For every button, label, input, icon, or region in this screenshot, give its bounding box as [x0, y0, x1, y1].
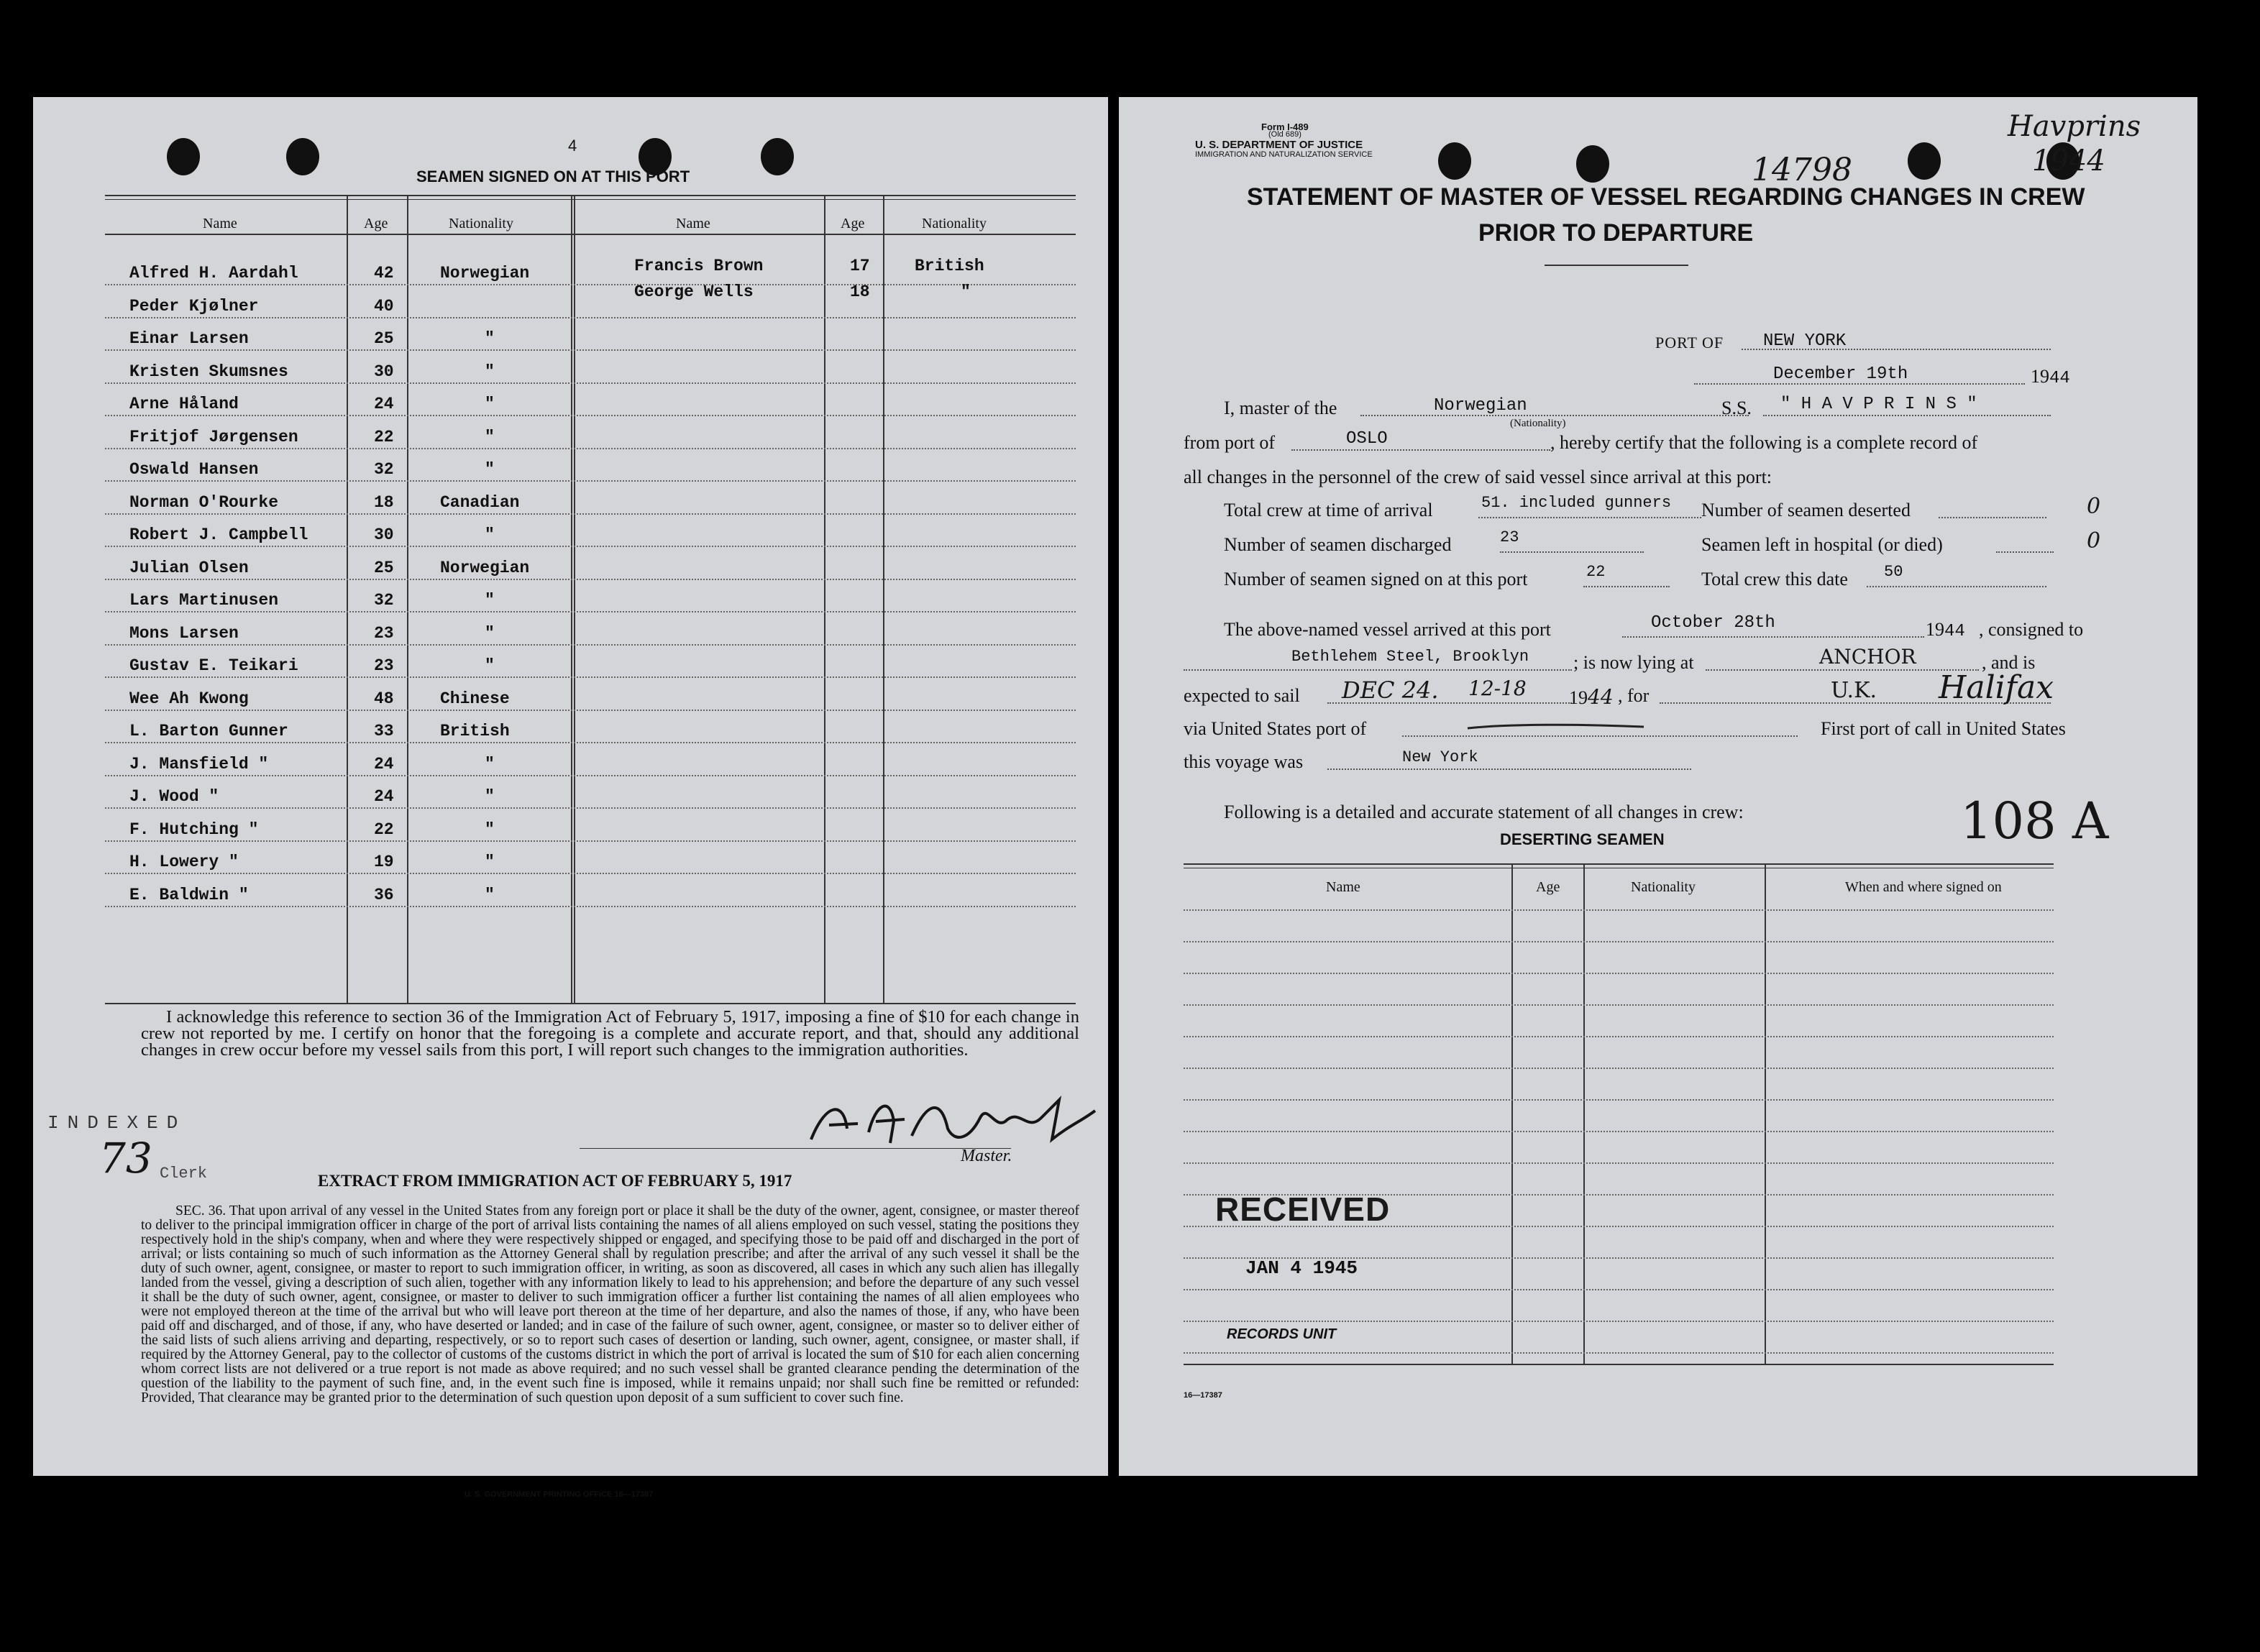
handwritten-date: 1944	[2032, 144, 2105, 178]
clerk-initials: 73	[99, 1134, 152, 1183]
crew-age: 17	[850, 257, 870, 275]
table-row-rule	[105, 775, 1076, 776]
crew-name: Alfred H. Aardahl	[129, 264, 298, 283]
deserting-col-age: Age	[1536, 879, 1560, 895]
signed-on-value: 22	[1586, 563, 1606, 581]
crew-nationality: "	[485, 754, 495, 774]
title-line-1: STATEMENT OF MASTER OF VESSEL REGARDING CHANGES IN CREW	[1247, 183, 2085, 211]
table-row-rule	[105, 448, 1076, 449]
crew-age: 33	[374, 722, 394, 740]
crew-age: 24	[374, 754, 394, 774]
crew-name: E. Baldwin "	[129, 885, 249, 904]
col-header-age: Age	[364, 216, 388, 231]
crew-name: J. Wood "	[129, 787, 219, 806]
extract-text: SEC. 36. That upon arrival of any vessel in the United States from any foreign port or place it shall be the duty of the owner, agent, consignee, or master thereof to deliver to the principal immigration officer in charge of the port of arrival lists containing the names of all aliens employed on such vessel, stating the positions they respectively hold in the ship's company, when and where they were respectively shipped or engaged, and specifying those to be paid off and discharged in the port of arrival; or lists containing so much of such information as the Attorney General shall by regulation prescribe; and after the arrival of any such vessel it shall be the duty of such owner, agent, consignee, or master to report to such immigration officer, in writing, as soon as discovered, all cases in which any such alien has illegally landed from the vessel, giving a description of such alien, together with any information likely to lead to his apprehension; and before the departure of any such vessel it shall be the duty of such owner, agent, consignee, or master to deliver to such immigration officer a further list containing the names of all alien employees who were not employed thereon at the time of the arrival but who will leave port thereon at the time of her departure, and also the names of those, if any, who have been paid off and discharged, and of those, if any, who have deserted or landed; and in case of the failure of such owner, agent, consignee, or master so to deliver either of the said lists of such aliens arriving and departing, respectively, or so to report such cases of desertion or landing, such owner, agent, consignee, or master shall, if required by the Attorney General, pay to the collector of customs of the customs district in which the port of arrival is located the sum of $10 for each alien concerning whom correct lists are not delivered or a true report is not made as above required; and no such vessel shall be granted clearance pending the determination of the question of the liability to the payment of such fine, and, in the event such fine is imposed, while it remains unpaid; nor shall such fine be remitted or refunded: Provided, That clearance may be granted prior to the determination of such question upon deposit of a sum sufficient to cover such fine.	[141, 1203, 1079, 1405]
lying-label: ; is now lying at	[1573, 652, 1694, 673]
crew-name: Wee Ah Kwong	[129, 689, 249, 708]
from-port-label: from port of	[1184, 432, 1276, 453]
date-year: 1944	[2031, 366, 2070, 388]
table-row-rule	[105, 480, 1076, 482]
ss-value: " H A V P R I N S "	[1780, 395, 1977, 414]
via-label: via United States port of	[1184, 718, 1367, 739]
port-of-label: PORT OF	[1655, 334, 1724, 352]
received-stamp: RECEIVED	[1215, 1190, 1391, 1228]
file-number: 14798	[1752, 152, 1852, 188]
table-row-rule	[105, 579, 1076, 580]
total-crew-arrival-label: Total crew at time of arrival	[1224, 500, 1433, 520]
crew-name: Einar Larsen	[129, 329, 249, 348]
total-crew-date-label: Total crew this date	[1701, 569, 1848, 589]
first-call-label: First port of call in United States	[1821, 718, 2066, 739]
deserting-table-bottom	[1184, 1364, 2054, 1365]
crew-age: 36	[374, 885, 394, 904]
crew-name: Robert J. Campbell	[129, 526, 308, 544]
table-row-rule	[105, 415, 1076, 416]
deserting-row-rule	[1184, 941, 2054, 942]
ss-label: S.S.	[1721, 398, 1752, 418]
and-is-label: , and is	[1982, 652, 2036, 673]
crew-name: L. Barton Gunner	[129, 722, 288, 740]
deserting-row-rule	[1184, 1099, 2054, 1101]
crew-nationality: "	[485, 427, 495, 446]
lying-value: ANCHOR	[1819, 645, 1916, 669]
certify-text: , hereby certify that the following is a complete record of	[1550, 432, 1978, 453]
deserting-col-nationality: Nationality	[1631, 879, 1696, 895]
crew-nationality: Chinese	[440, 689, 510, 708]
total-crew-arrival-value: 51. included gunners	[1481, 494, 1672, 512]
arrived-year: 1944	[1926, 619, 1965, 641]
table-bottom-rule	[105, 1003, 1076, 1004]
crew-nationality: "	[485, 787, 495, 806]
crew-age: 18	[374, 492, 394, 512]
all-changes-text: all changes in the personnel of the crew of said vessel since arrival at this port:	[1184, 467, 1772, 487]
crew-name: Gustav E. Teikari	[129, 656, 298, 675]
deserting-row-rule	[1184, 1036, 2054, 1037]
deserting-col-signed-on: When and where signed on	[1845, 879, 2002, 895]
deserting-row-rule	[1184, 1289, 2054, 1290]
col-header-nationality: Nationality	[922, 216, 987, 231]
crew-age: 40	[374, 296, 394, 316]
port-of-value: NEW YORK	[1763, 331, 1847, 351]
discharged-label: Number of seamen discharged	[1224, 534, 1452, 555]
crew-name: Norman O'Rourke	[129, 492, 279, 512]
deserted-value: 0	[2087, 494, 2101, 519]
nationality-value: Norwegian	[1434, 396, 1527, 416]
handwritten-corner: Havprins	[2008, 110, 2141, 143]
table-row-rule	[105, 513, 1076, 515]
crew-age: 25	[374, 558, 394, 577]
crew-name: J. Mansfield "	[129, 754, 269, 774]
title-underline	[1545, 265, 1688, 266]
crew-age: 23	[374, 656, 394, 675]
master-label: Master.	[961, 1147, 1012, 1165]
crew-age: 48	[374, 689, 394, 708]
table-top-rule	[105, 199, 1076, 200]
ss-line	[1763, 415, 2051, 416]
punch-hole	[1438, 142, 1471, 180]
master-signature	[804, 1089, 1106, 1164]
left-page	[33, 97, 1108, 1499]
deserting-title: DESERTING SEAMEN	[1500, 830, 1665, 848]
expected-extra: 12-18	[1468, 676, 1527, 700]
signed-on-label: Number of seamen signed on at this port	[1224, 569, 1528, 589]
master-of-the-label: I, master of the	[1224, 398, 1337, 418]
deserting-row-rule	[1184, 973, 2054, 974]
crew-age: 24	[374, 787, 394, 806]
crew-nationality: "	[961, 283, 971, 301]
acknowledgement-text: I acknowledge this reference to section 36 of the Immigration Act of February 5, 1917, imposing a fine of $10 for each change in crew not reported by me. I certify on honor that the foregoing is a complete and accurate report, and that, should any additional changes in crew occur before my vessel sails from this port, I will report such changes to the immigration authorities.	[141, 1007, 1079, 1060]
punch-hole	[1576, 145, 1609, 183]
crew-age: 30	[374, 362, 394, 381]
crew-age: 22	[374, 427, 394, 446]
expected-value: DEC 24.	[1342, 676, 1439, 704]
records-unit: RECORDS UNIT	[1227, 1326, 1337, 1342]
indexed-stamp: INDEXED	[47, 1112, 187, 1134]
table-row-rule	[105, 349, 1076, 351]
crew-nationality: "	[485, 853, 495, 871]
nationality-line	[1360, 415, 1749, 416]
crew-age: 22	[374, 820, 394, 839]
deserted-label: Number of seamen deserted	[1701, 500, 1911, 520]
crew-nationality: "	[485, 362, 495, 381]
crew-nationality: "	[485, 820, 495, 839]
deserting-row-rule	[1184, 909, 2054, 911]
crew-nationality: Norwegian	[440, 558, 530, 577]
deserting-row-rule	[1184, 1131, 2054, 1132]
crew-age: 24	[374, 395, 394, 413]
printer-footer: U. S. GOVERNMENT PRINTING OFFICE 16—17387	[465, 1490, 654, 1499]
table-row-rule	[105, 611, 1076, 612]
table-row-rule	[105, 840, 1076, 842]
crew-nationality: British	[915, 257, 984, 275]
punch-hole	[1908, 142, 1941, 180]
crew-age: 25	[374, 329, 394, 348]
crew-name: Kristen Skumsnes	[129, 362, 288, 381]
deserting-col-name: Name	[1326, 879, 1360, 895]
deserting-row-rule	[1184, 1352, 2054, 1354]
crew-nationality: "	[485, 395, 495, 413]
title-line-2: PRIOR TO DEPARTURE	[1478, 219, 1754, 247]
deserting-row-rule	[1184, 1162, 2054, 1164]
footer-code: 16—17387	[1184, 1391, 1222, 1400]
col-header-name: Name	[203, 216, 237, 231]
table-top-rule	[105, 195, 1076, 196]
table-row-rule	[105, 873, 1076, 874]
table-row-rule	[105, 710, 1076, 711]
dash-mark	[1464, 720, 1651, 734]
crew-nationality: "	[485, 885, 495, 904]
punch-hole	[167, 138, 200, 175]
consignee-line	[1184, 669, 1572, 671]
punch-hole	[286, 138, 319, 175]
form-number: Form I-489	[1261, 121, 1309, 132]
crew-age: 32	[374, 460, 394, 479]
crew-age: 42	[374, 264, 394, 283]
extract-title: EXTRACT FROM IMMIGRATION ACT OF FEBRUARY 5, 1917	[318, 1172, 792, 1190]
table-header-rule	[105, 234, 1076, 235]
crew-nationality: Norwegian	[440, 264, 530, 283]
total-crew-date-value: 50	[1884, 563, 1903, 581]
for-label: , for	[1618, 685, 1650, 706]
total-crew-arrival-line	[1478, 517, 1701, 518]
col-header-age: Age	[841, 216, 865, 231]
table-row-rule	[105, 284, 1076, 285]
deserting-row-rule	[1184, 1068, 2054, 1069]
col-header-nationality: Nationality	[449, 216, 513, 231]
signature-image	[804, 1089, 1106, 1154]
punch-hole	[761, 138, 794, 175]
department: U. S. DEPARTMENT OF JUSTICE	[1195, 139, 1363, 151]
form-old-number: (Old 689)	[1268, 130, 1301, 139]
via-dash	[1464, 720, 1651, 738]
crew-nationality: "	[485, 656, 495, 675]
consignee-value: Bethlehem Steel, Brooklyn	[1291, 648, 1529, 666]
for-value: U.K.	[1831, 678, 1877, 703]
crew-name: Arne Håland	[129, 395, 239, 413]
service: IMMIGRATION AND NATURALIZATION SERVICE	[1195, 150, 1373, 159]
crew-age: 19	[374, 853, 394, 871]
crew-name: F. Hutching "	[129, 820, 259, 839]
crew-nationality: "	[485, 526, 495, 544]
consigned-label: , consigned to	[1979, 619, 2084, 640]
arrived-line	[1622, 636, 1924, 638]
hospital-label: Seamen left in hospital (or died)	[1701, 534, 1943, 555]
crew-nationality: British	[440, 722, 510, 740]
crew-name: Peder Kjølner	[129, 296, 259, 316]
crew-name: Fritjof Jørgensen	[129, 427, 298, 446]
discharged-line	[1500, 551, 1644, 553]
for-handwritten: Halifax	[1939, 669, 2054, 706]
right-page	[1119, 97, 2197, 1476]
crew-nationality: "	[485, 591, 495, 610]
deserting-row-rule	[1184, 1321, 2054, 1322]
arrived-value: October 28th	[1651, 613, 1775, 633]
crew-name: Mons Larsen	[129, 623, 239, 643]
received-date: JAN 4 1945	[1245, 1257, 1358, 1279]
crew-nationality: "	[485, 623, 495, 643]
crew-nationality: "	[485, 329, 495, 348]
discharged-value: 23	[1500, 528, 1519, 546]
hospital-line	[1996, 551, 2054, 553]
crew-age: 32	[374, 591, 394, 610]
table-row-rule	[105, 807, 1076, 809]
table-row-rule	[105, 317, 1076, 318]
crew-name: Julian Olsen	[129, 558, 249, 577]
page-number: 4	[568, 137, 577, 155]
this-voyage-value: New York	[1402, 748, 1478, 766]
deserted-line	[1939, 517, 2046, 518]
date-value: December 19th	[1773, 364, 1908, 384]
following-text: Following is a detailed and accurate statement of all changes in crew:	[1224, 802, 1744, 822]
nationality-caption: (Nationality)	[1510, 418, 1566, 429]
hospital-value: 0	[2087, 528, 2101, 554]
clerk-label: Clerk	[160, 1165, 208, 1183]
expected-year: 1944	[1569, 685, 1614, 709]
expected-label: expected to sail	[1184, 685, 1300, 706]
arrived-label: The above-named vessel arrived at this port	[1224, 619, 1551, 640]
table-row-rule	[105, 382, 1076, 384]
crew-age: 23	[374, 623, 394, 643]
signed-on-line	[1583, 586, 1670, 587]
table-row-rule	[105, 906, 1076, 907]
col-header-name: Name	[676, 216, 710, 231]
table-row-rule	[105, 742, 1076, 743]
crew-name: Francis Brown	[634, 257, 764, 275]
crew-nationality: "	[485, 460, 495, 479]
crew-age: 30	[374, 526, 394, 544]
crew-name: George Wells	[634, 283, 754, 301]
lying-line	[1706, 669, 1979, 671]
from-port-line	[1291, 449, 1550, 451]
crew-age: 18	[850, 283, 870, 301]
deserting-table-top	[1184, 863, 2054, 865]
crew-name: Lars Martinusen	[129, 591, 279, 610]
table-row-rule	[105, 546, 1076, 547]
this-voyage-line	[1327, 768, 1691, 770]
crew-nationality: Canadian	[440, 492, 520, 512]
this-voyage-label: this voyage was	[1184, 751, 1304, 772]
total-crew-date-line	[1867, 586, 2046, 587]
deserting-row-rule	[1184, 1004, 2054, 1006]
crew-name: H. Lowery "	[129, 853, 239, 871]
table-row-rule	[105, 676, 1076, 678]
section-title: SEAMEN SIGNED ON AT THIS PORT	[416, 168, 690, 185]
from-port-value: OSLO	[1346, 429, 1388, 449]
table-row-rule	[105, 644, 1076, 646]
crew-name: Oswald Hansen	[129, 460, 259, 479]
handwritten-number: 108 A	[1960, 791, 2109, 850]
